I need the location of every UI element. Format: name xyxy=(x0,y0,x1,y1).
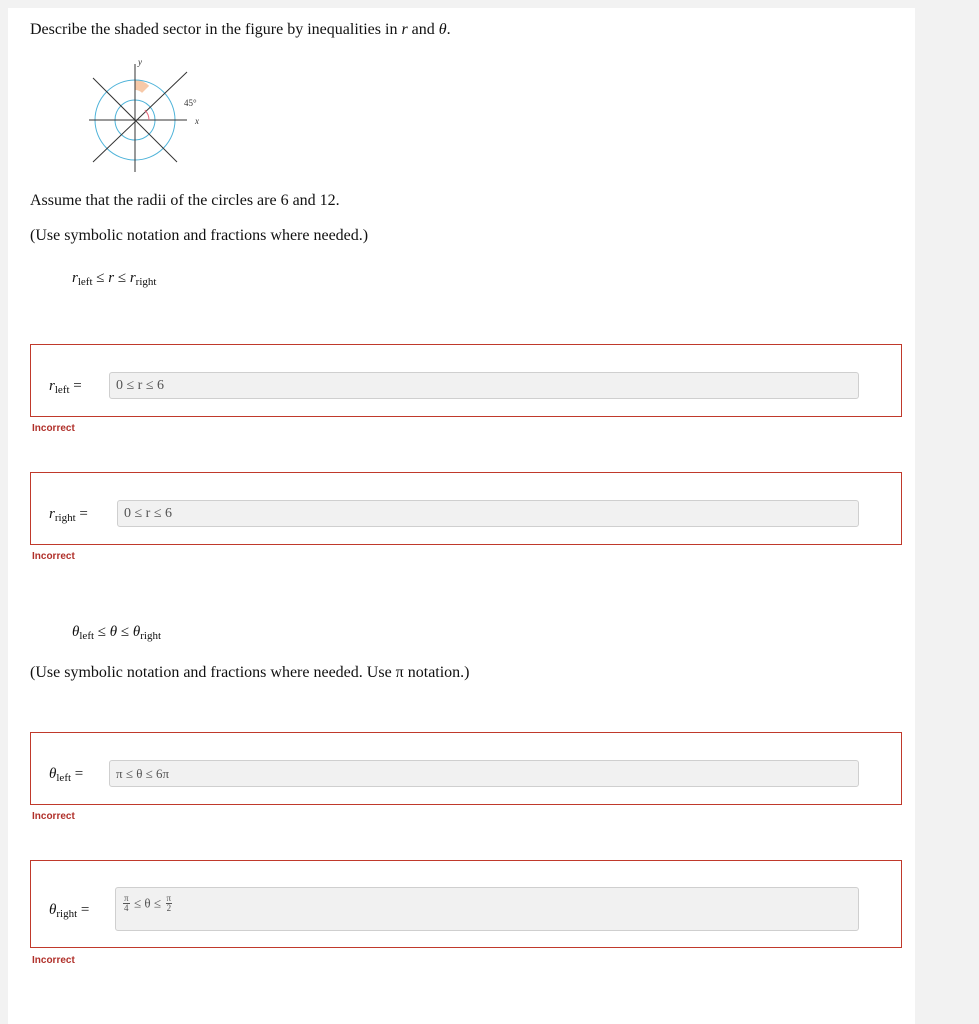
theta-right-status: Incorrect xyxy=(32,955,75,966)
theta-left-label: $\theta_{left}$ = xyxy=(49,766,84,784)
r-right-input[interactable]: 0 ≤ r ≤ 6 xyxy=(117,500,859,527)
theta-inequality: $\theta_{left} \le \theta \le \theta_{right}$ xyxy=(72,624,162,642)
theta-right-label: $\theta_{right}$ = xyxy=(49,902,90,920)
theta-left-status: Incorrect xyxy=(32,811,75,822)
r-inequality: $r_{left} \le r \le r_{right}$ xyxy=(72,270,157,288)
notation-hint-theta: (Use symbolic notation and fractions where needed. Use π notation.) xyxy=(30,664,470,681)
question-card xyxy=(8,8,915,1024)
assume-text: Assume that the radii of the circles are 6 and 12. xyxy=(30,192,340,209)
question-text: Describe the shaded sector in the figure by inequalities in r and θ. xyxy=(30,21,451,38)
r-right-status: Incorrect xyxy=(32,551,75,562)
shaded-sector xyxy=(135,80,149,100)
polar-sector-figure xyxy=(83,52,213,176)
fraction-pi-over-2: $\frac{\pi}{2}$ xyxy=(166,893,172,913)
notation-hint-r: (Use symbolic notation and fractions where needed.) xyxy=(30,227,369,244)
y-axis-label: y xyxy=(138,57,142,67)
angle-label: 45° xyxy=(184,98,197,108)
answer-box-theta-left xyxy=(30,732,902,805)
answer-box-theta-right xyxy=(30,860,902,948)
theta-right-input[interactable]: $\frac{\pi}{4}$ ≤ θ ≤ $\frac{\pi}{2}$ xyxy=(115,887,859,931)
r-left-input[interactable]: 0 ≤ r ≤ 6 xyxy=(109,372,859,399)
theta-left-input[interactable]: π ≤ θ ≤ 6π xyxy=(109,760,859,787)
fraction-pi-over-4: $\frac{\pi}{4}$ xyxy=(124,893,129,913)
r-right-label: $r_{right}$ = xyxy=(49,506,88,524)
answer-box-r-left xyxy=(30,344,902,417)
r-left-label: $r_{left}$ = xyxy=(49,378,82,396)
r-left-status: Incorrect xyxy=(32,423,75,434)
answer-box-r-right xyxy=(30,472,902,545)
x-axis-label: x xyxy=(195,116,199,126)
